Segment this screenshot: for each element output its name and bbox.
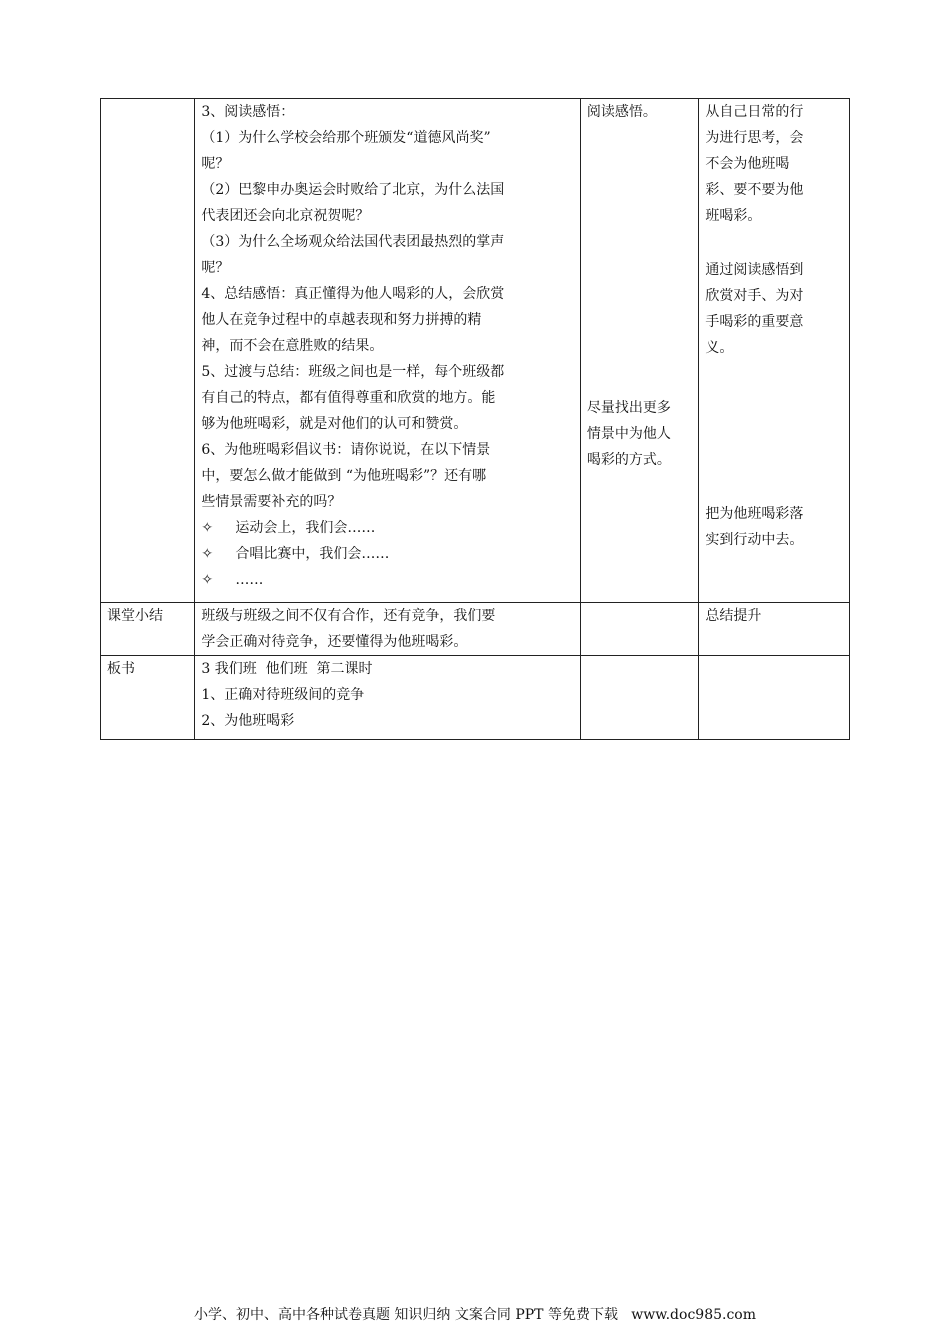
intent-text: 为进行思考，会: [705, 130, 804, 146]
intent-text: 欣赏对手、为对: [705, 288, 804, 304]
process-line: 呢？: [201, 156, 230, 172]
bullet-text: ……: [235, 572, 264, 588]
process-line: 4、总结感悟：真正懂得为他人喝彩的人，会欣赏: [201, 286, 505, 302]
board-line: 1、正确对待班级间的竞争: [201, 687, 365, 703]
student-activity-text: 尽量找出更多: [586, 400, 671, 416]
intent-text: 把为他班喝彩落: [705, 506, 804, 522]
diamond-bullet-icon: ✧: [201, 546, 214, 562]
summary-intent-cell: 总结提升: [699, 603, 850, 656]
lesson-plan-table: [100, 98, 850, 740]
page-footer: 小学、初中、高中各种试卷真题 知识归纳 文案合同 PPT 等免费下载 www.doc985.com: [193, 1307, 756, 1323]
process-line: 有自己的特点，都有值得尊重和欣赏的地方。能: [201, 390, 496, 406]
summary-line: 班级与班级之间不仅有合作，还有竞争，我们要: [201, 608, 496, 624]
design-intent-cell: [699, 99, 850, 603]
intent-text: 手喝彩的重要意: [705, 314, 804, 330]
bullet-text: 运动会上，我们会……: [235, 520, 376, 536]
summary-student-cell: [580, 603, 698, 656]
diamond-bullet-icon: ✧: [201, 572, 214, 588]
process-line: （3）为什么全场观众给法国代表团最热烈的掌声: [201, 234, 505, 250]
process-line: 呢？: [201, 260, 230, 276]
summary-line: 学会正确对待竞争，还要懂得为他班喝彩。: [201, 634, 468, 650]
process-line: （1）为什么学校会给那个班颁发“道德风尚奖”: [201, 130, 491, 146]
summary-content-cell: [195, 603, 581, 656]
student-activity-text: 阅读感悟。: [586, 104, 657, 120]
intent-text: 彩、要不要为他: [705, 182, 804, 198]
process-line: 他人在竞争过程中的卓越表现和努力拼搏的精: [201, 312, 482, 328]
process-line: 中，要怎么做才能做到 “为他班喝彩”？还有哪: [201, 468, 487, 484]
process-line: 5、过渡与总结：班级之间也是一样，每个班级都: [201, 364, 505, 380]
process-line: （2）巴黎申办奥运会时败给了北京，为什么法国: [201, 182, 505, 198]
bullet-item: [201, 541, 574, 567]
intent-text: 从自己日常的行: [705, 104, 804, 120]
board-label: 板书: [101, 656, 195, 740]
table-row-process: [101, 99, 850, 603]
board-intent-cell: [699, 656, 850, 740]
student-activity-text: 情景中为他人: [586, 426, 671, 442]
student-activity-text: 喝彩的方式。: [586, 452, 671, 468]
process-line: 6、为他班喝彩倡议书：请你说说，在以下情景: [201, 442, 491, 458]
intent-text: 实到行动中去。: [705, 532, 804, 548]
bullet-text: 合唱比赛中，我们会……: [235, 546, 390, 562]
process-line: 神，而不会在意胜败的结果。: [201, 338, 384, 354]
process-line: 代表团还会向北京祝贺呢？: [201, 208, 370, 224]
table-row-board: [101, 656, 850, 740]
board-content-cell: [195, 656, 581, 740]
process-line: 够为他班喝彩，就是对他们的认可和赞赏。: [201, 416, 468, 432]
label-cell-empty: [101, 99, 195, 603]
student-activity-cell: [580, 99, 698, 603]
bullet-item: [201, 515, 574, 541]
summary-label: 课堂小结: [101, 603, 195, 656]
bullet-item: [201, 567, 574, 593]
process-cell: [195, 99, 581, 603]
intent-text: 班喝彩。: [705, 208, 762, 224]
intent-text: 义。: [705, 340, 734, 356]
board-line: 3 我们班 他们班 第二课时: [201, 661, 373, 677]
table-row-summary: [101, 603, 850, 656]
diamond-bullet-icon: ✧: [201, 520, 214, 536]
intent-text: 通过阅读感悟到: [705, 262, 804, 278]
intent-text: 不会为他班喝: [705, 156, 790, 172]
board-line: 2、为他班喝彩: [201, 713, 295, 729]
process-line: 3、阅读感悟：: [201, 104, 295, 120]
board-student-cell: [580, 656, 698, 740]
process-line: 些情景需要补充的吗？: [201, 494, 342, 510]
